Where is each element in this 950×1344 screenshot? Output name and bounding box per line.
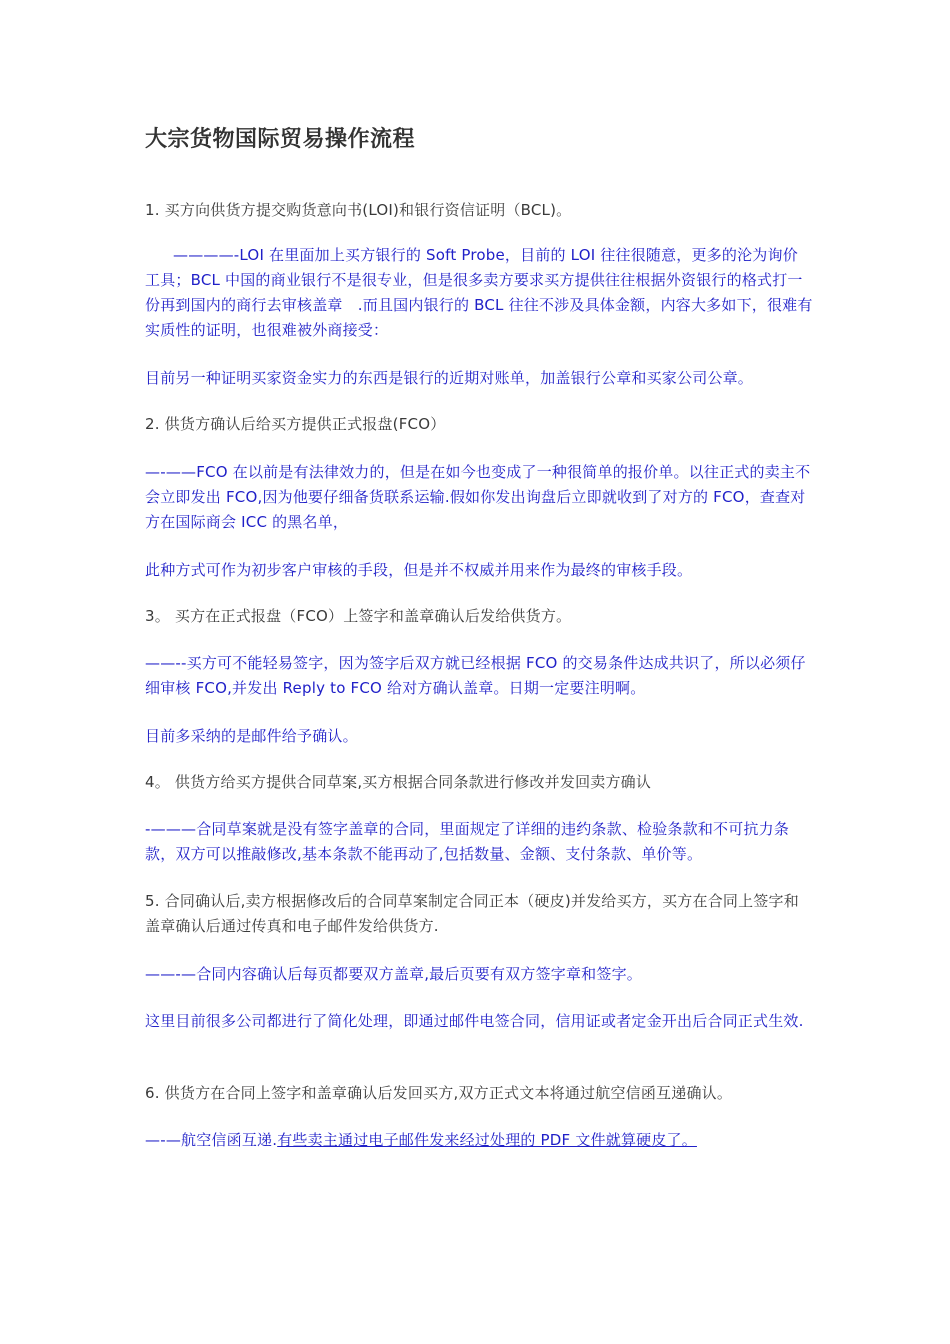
step-3-note: ——--买方可不能轻易签字，因为签字后双方就已经根据 FCO 的交易条件达成共识了，所以必须仔细审核 FCO,并发出 Reply to FCO 给对方确认盖章。日期一定要注明啊。 <box>145 654 806 697</box>
document-title: 大宗货物国际贸易操作流程 <box>145 127 416 152</box>
step-2-note-extra: 此种方式可作为初步客户审核的手段，但是并不权威并用来作为最终的审核手段。 <box>145 561 693 579</box>
step-3-note-extra: 目前多采纳的是邮件给予确认。 <box>145 727 358 745</box>
step-4-text: 4。 供货方给买方提供合同草案,买方根据合同条款进行修改并发回卖方确认 <box>145 773 652 791</box>
step-3-text: 3。 买方在正式报盘（FCO）上签字和盖章确认后发给供货方。 <box>145 607 572 625</box>
step-4-note: -———合同草案就是没有签字盖章的合同，里面规定了详细的违约条款、检验条款和不可抗力条款，双方可以推敲修改,基本条款不能再动了,包括数量、金额、支付条款、单价等。 <box>145 820 790 863</box>
step-6-note-lead: —-—航空信函互递. <box>145 1131 278 1149</box>
step-6-note-link[interactable]: 有些卖主通过电子邮件发来经过处理的 PDF 文件就算硬皮了。 <box>277 1131 697 1149</box>
step-1-text: 1. 买方向供货方提交购货意向书(LOI)和银行资信证明（BCL)。 <box>145 201 572 219</box>
step-2-text: 2. 供货方确认后给买方提供正式报盘(FCO） <box>145 415 446 433</box>
step-5-note: ——-—合同内容确认后每页都要双方盖章,最后页要有双方签字章和签字。 <box>145 965 642 983</box>
step-2-note: —-——FCO 在以前是有法律效力的，但是在如今也变成了一种很简单的报价单。以往正式的卖主不会立即发出 FCO,因为他要仔细备货联系运输.假如你发出询盘后立即就收到了对方的 FCO，查查对方在国际商会 ICC 的黑名单， <box>145 463 811 531</box>
step-6-text: 6. 供货方在合同上签字和盖章确认后发回买方,双方正式文本将通过航空信函互递确认。 <box>145 1084 733 1102</box>
step-5-note-extra: 这里目前很多公司都进行了简化处理，即通过邮件电签合同，信用证或者定金开出后合同正式生效. <box>145 1012 804 1030</box>
step-1-note-extra: 目前另一种证明买家资金实力的东西是银行的近期对账单，加盖银行公章和买家公司公章。 <box>145 369 754 387</box>
step-5-text: 5. 合同确认后,卖方根据修改后的合同草案制定合同正本（硬皮)并发给买方，买方在合同上签字和盖章确认后通过传真和电子邮件发给供货方. <box>145 892 799 935</box>
step-6-note <box>145 1128 813 1153</box>
step-1-note: ————-LOI 在里面加上买方银行的 Soft Probe，目前的 LOI 往往很随意，更多的沦为询价工具；BCL 中国的商业银行不是很专业，但是很多卖方要求买方提供往往根据外资银行的格式打一份再到国内的商行去审核盖章 .而且国内银行的 BCL 往往不涉及具体金额，内容大多如下，很难有实质性的证明，也很难被外商接受： <box>145 246 813 339</box>
